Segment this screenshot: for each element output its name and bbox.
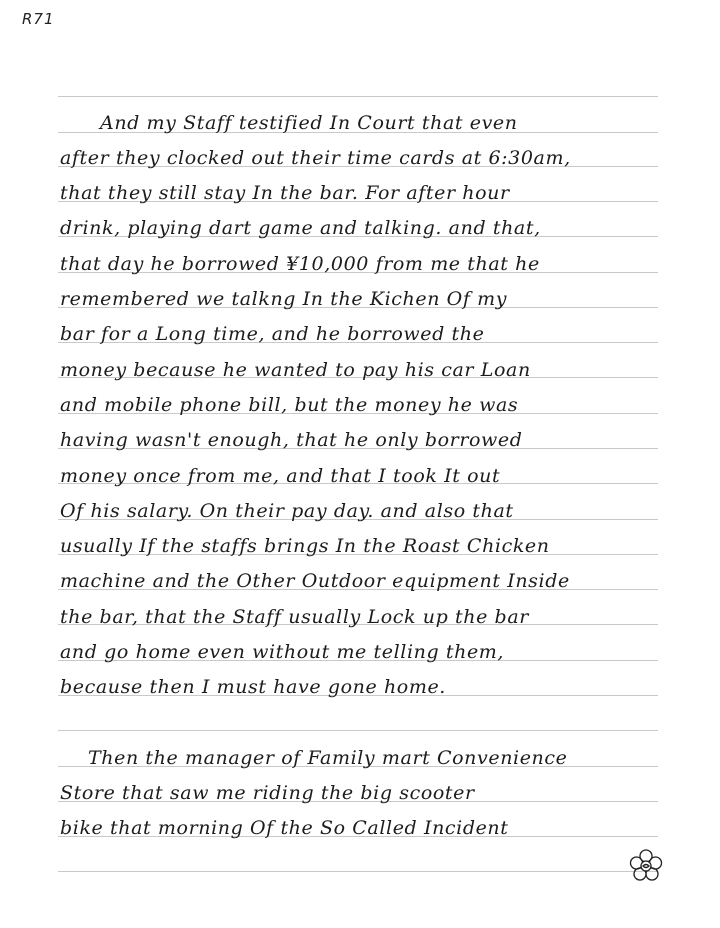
text-line: having wasn't enough, that he only borrowed [60, 429, 523, 451]
text-line: machine and the Other Outdoor equipment Inside [60, 570, 570, 592]
text-line: Then the manager of Family mart Convenience [88, 747, 568, 769]
text-line: money once from me, and that I took It out [60, 465, 501, 487]
text-line: Store that saw me riding the big scooter [60, 782, 475, 804]
text-line: Of his salary. On their pay day. and also that [60, 500, 514, 522]
text-line: remembered we talkng In the Kichen Of my [60, 288, 508, 310]
text-line: the bar, that the Staff usually Lock up the bar [60, 606, 529, 628]
text-line: that they still stay In the bar. For after hour [60, 182, 510, 204]
text-line: bar for a Long time, and he borrowed the [60, 323, 485, 345]
text-line: that day he borrowed ¥10,000 from me that he [60, 253, 540, 275]
text-line: And my Staff testified In Court that even [100, 112, 518, 134]
text-line: and go home even without me telling them, [60, 641, 505, 663]
text-line: drink, playing dart game and talking. and that, [60, 217, 541, 239]
ruled-line [58, 871, 658, 872]
text-line: usually If the staffs brings In the Roast Chicken [60, 535, 550, 557]
ruled-line [58, 730, 658, 731]
text-line: because then I must have gone home. [60, 676, 446, 698]
ruled-line [58, 96, 658, 97]
page-number: R71 [22, 10, 55, 28]
text-line: bike that morning Of the So Called Incident [60, 817, 509, 839]
text-line: and mobile phone bill, but the money he was [60, 394, 519, 416]
text-line: money because he wanted to pay his car Loan [60, 359, 531, 381]
text-line: after they clocked out their time cards at 6:30am, [60, 147, 571, 169]
flower-stamp-icon [628, 848, 664, 884]
